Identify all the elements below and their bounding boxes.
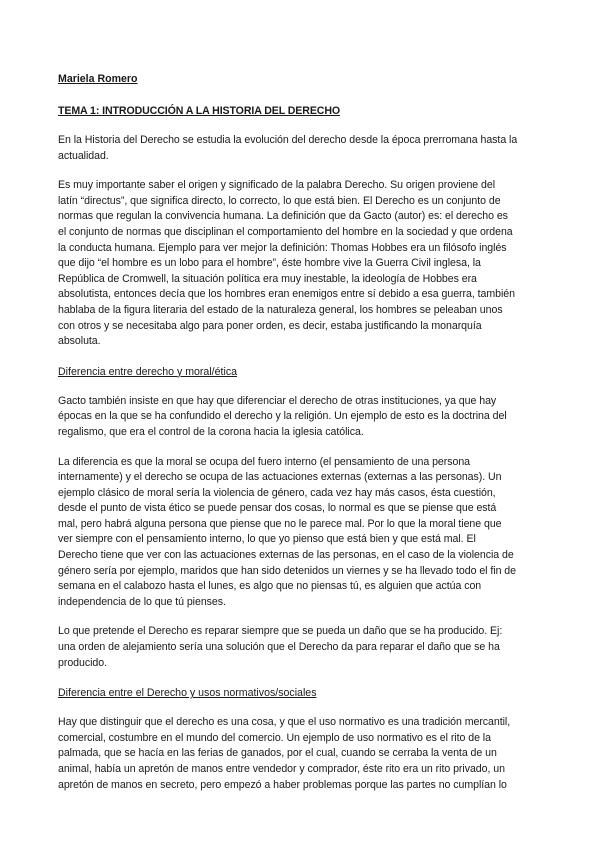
origin-paragraph [58, 178, 548, 350]
text-line: actualidad. [58, 149, 109, 162]
text-line: La diferencia es que la moral se ocupa del fuero interno (el pensamiento de una persona [58, 455, 471, 468]
text-line: con otros y se necesitaba algo para poner orden, es decir, estaba justificando la monarquía [58, 319, 482, 332]
text-line: normas que regulan la convivencia humana. La definición que da Gacto (autor) es: el derecho es [58, 210, 508, 223]
text-line: palmada, que se hacía en las ferias de ganados, por el cual, cuando se cerraba la venta de un [58, 747, 497, 760]
text-line: latín “directus”, que significa directo, lo correcto, lo que está bien. El Derecho es un conjunto de [58, 194, 501, 207]
text-line: ejemplo clásico de moral sería la violencia de género, cada vez hay más casos, ésta cuestión, [58, 486, 496, 499]
text-line: En la Historia del Derecho se estudia la evolución del derecho desde la época prerromana hasta la [58, 134, 518, 146]
text-line: apretón de manos en secreto, pero empezó a haber problemas porque las partes no cumplían lo [58, 778, 507, 791]
text-line: Derecho tiene que ver con las actuaciones externas de las personas, en el caso de la violencia de [58, 549, 514, 562]
text-line: Hay que distinguir que el derecho es una cosa, y que el uso normativo es una tradición mercantil, [58, 716, 511, 729]
text-line: semana en el calabozo hasta el lunes, es algo que no piensas tú, es alguien que actúa con [58, 580, 482, 593]
text-line: género sería por ejemplo, maridos que han sido detenidos un viernes y se ha llevado todo el fin de [58, 564, 516, 577]
text-line: absoluta. [58, 335, 101, 348]
text-line: la conducta humana. Ejemplo para ver mejor la definición: Thomas Hobbes era un filósofo inglés [58, 241, 507, 254]
text-line: épocas en la que se ha confundido el derecho y la religión. Un ejemplo de esto es la doctrina del [58, 410, 507, 423]
text-line: mal, pero habrá alguna persona que piense que no le parece mal. Por lo que la moral tiene que [58, 517, 502, 530]
gacto-paragraph [58, 394, 548, 441]
text-line: Gacto también insiste en que hay que diferenciar el derecho de otras instituciones, ya que hay [58, 394, 497, 407]
text-line: desde el punto de vista ético se puede pensar dos cosas, lo normal es que se piense que está [58, 502, 497, 515]
text-line: animal, había un apretón de manos entre vendedor y comprador, éste rito era un rito privado, un [58, 763, 505, 775]
text-line: Lo que pretende el Derecho es reparar siempre que se pueda un daño que se ha producido. Ej: [58, 625, 503, 638]
text-line: regalismo, que era el control de la corona hacia la iglesia católica. [58, 425, 364, 438]
intro-paragraph [58, 133, 548, 164]
section-heading-usos: Diferencia entre el Derecho y usos normativos/sociales [58, 687, 317, 700]
document-page [58, 71, 548, 807]
text-line: una orden de alejamiento sería una solución que el Derecho da para reparar el daño que se ha [58, 641, 500, 654]
usos-paragraph [58, 715, 548, 793]
repair-paragraph [58, 624, 548, 671]
text-line: el conjunto de normas que disciplinan el comportamiento del hombre en la sociedad y que ordena [58, 225, 513, 238]
text-line: que dijo “el hombre es un lobo para el hombre”, éste hombre vive la Guerra Civil inglesa, la [58, 257, 481, 270]
text-line: República de Cromwell, la situación política era muy inestable, la ideología de Hobbes era [58, 272, 477, 285]
text-line: producido. [58, 656, 107, 669]
text-line: independencia de lo que tú pienses. [58, 595, 226, 608]
moral-paragraph [58, 455, 548, 611]
text-line: ver siempre con el pensamiento interno, lo que yo pienso que está bien y que está mal. El [58, 533, 476, 546]
text-line: hablaba de la figura literaria del estado de la naturaleza general, los hombres se peleaban unos [58, 303, 503, 316]
text-line: internamente) y el derecho se ocupa de las actuaciones externas (externas a las personas). Un [58, 471, 502, 484]
section-heading-moral: Diferencia entre derecho y moral/ética [58, 365, 238, 378]
text-line: Es muy importante saber el origen y significado de la palabra Derecho. Su origen proviene del [58, 179, 496, 192]
text-line: comercial, costumbre en el mundo del comercio. Un ejemplo de uso normativo es el rito de la [58, 731, 491, 744]
document-title: TEMA 1: INTRODUCCIÓN A LA HISTORIA DEL DERECHO [58, 105, 341, 117]
text-line: absolutista, entonces decía que los hombres eran enemigos entre sí debido a esa guerra, también [58, 288, 515, 301]
author-name: Mariela Romero [58, 73, 138, 85]
